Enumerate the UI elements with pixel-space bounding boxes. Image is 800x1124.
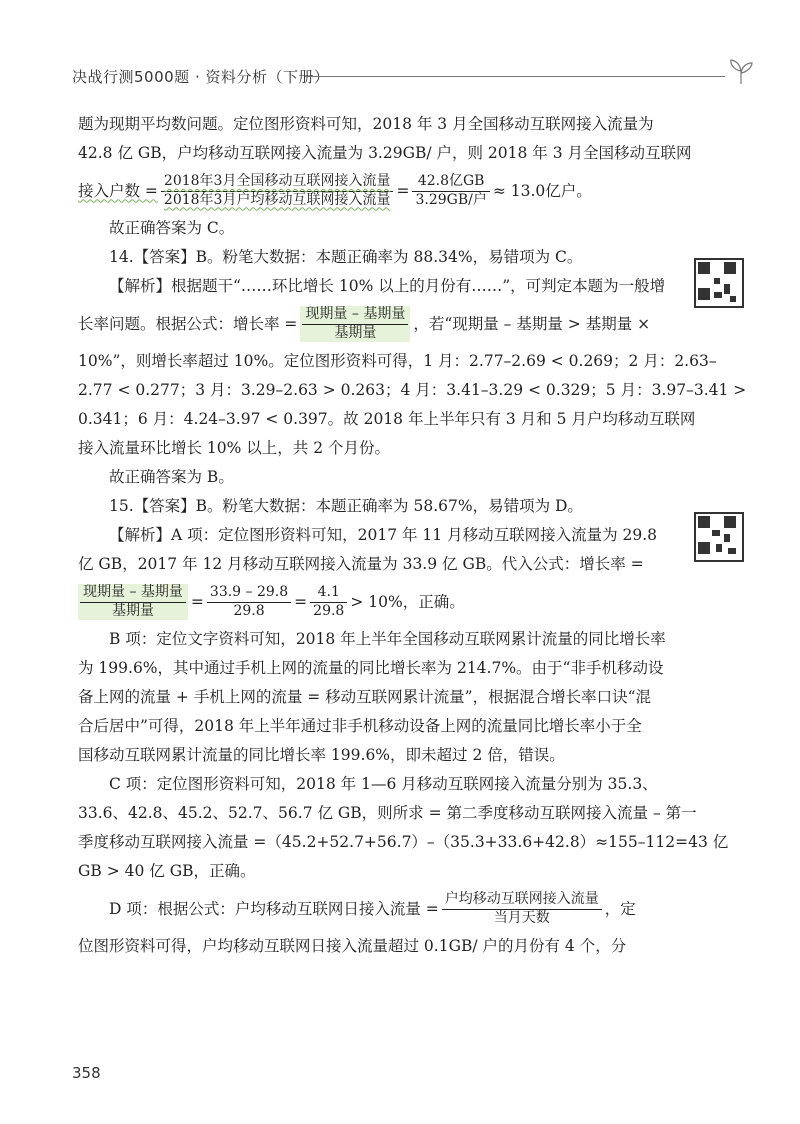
fraction-denominator: 29.8 (233, 602, 265, 619)
sprout-icon (726, 56, 756, 86)
fraction (78, 584, 188, 620)
page-body (78, 110, 747, 961)
formula-label: D 项：根据公式：户均移动互联网日接入流量 = (109, 899, 439, 918)
fraction-denominator: 29.8 (313, 602, 345, 619)
equals-sign: = (294, 592, 308, 611)
text-line: 备上网的流量 + 手机上网的流量 = 移动互联网累计流量”，根据混合增长率口诀“混 (78, 688, 652, 706)
formula-tail: ，定 (604, 899, 636, 918)
equals-sign: = (190, 592, 204, 611)
text-line: GB > 40 亿 GB，正确。 (78, 862, 256, 880)
equals-sign: = (396, 181, 410, 200)
header-rule (305, 76, 725, 77)
fraction (310, 584, 347, 620)
fraction-numerator: 现期量 – 基期量 (302, 306, 408, 325)
text-line: 为 199.6%，其中通过手机上网的流量的同比增长率为 214.7%。由于“非手机移动设 (78, 659, 664, 677)
answer-line: 故正确答案为 C。 (109, 219, 235, 237)
page-header (0, 56, 800, 96)
formula-label: 长率问题。根据公式：增长率 = (78, 314, 298, 333)
answer-header-15: 15.【答案】B。粉笔大数据：本题正确率为 58.67%，易错项为 D。 (109, 497, 583, 515)
fraction (161, 173, 394, 209)
option-b-line: B 项：定位文字资料可知，2018 年上半年全国移动互联网累计流量的同比增长率 (109, 630, 666, 648)
fraction-numerator: 2018年3月全国移动互联网接入流量 (161, 173, 394, 192)
text-line: 0.341；6 月：4.24–3.97 < 0.397。故 2018 年上半年只有 3 月和 5 月户均移动互联网 (78, 410, 696, 428)
analysis-line: 【解析】A 项：定位图形资料可知，2017 年 11 月移动互联网接入流量为 29.8 (109, 526, 658, 544)
formula-line-calc (78, 579, 740, 625)
fraction-denominator: 2018年3月户均移动互联网接入流量 (163, 191, 391, 208)
fraction-denominator: 基期量 (334, 324, 377, 341)
text-line: 位图形资料可得，户均移动互联网日接入流量超过 0.1GB/ 户的月份有 4 个，分 (78, 937, 627, 955)
text-line: 42.8 亿 GB，户均移动互联网接入流量为 3.29GB/ 户，则 2018 年 3 月全国移动互联网 (78, 144, 692, 162)
fraction (207, 584, 291, 620)
fraction-denominator: 3.29GB/户 (415, 191, 487, 208)
text-line: 33.6、42.8、45.2、52.7、56.7 亿 GB，则所求 = 第二季度移动互联网接入流量 – 第一 (78, 804, 697, 822)
page-number: 358 (72, 1064, 101, 1082)
option-c-line: C 项：定位图形资料可知，2018 年 1—6 月移动互联网接入流量分别为 35.3、 (109, 775, 658, 793)
fraction-numerator: 4.1 (310, 584, 347, 603)
text-line: 题为现期平均数问题。定位图形资料可知，2018 年 3 月全国移动互联网接入流量为 (78, 115, 654, 133)
fraction (412, 173, 489, 209)
formula-result: > 10%，正确。 (350, 592, 465, 611)
answer-header-14: 14.【答案】B。粉笔大数据：本题正确率为 88.34%，易错项为 C。 (109, 248, 583, 266)
formula-label: 接入户数 = (78, 181, 158, 200)
formula-tail: ，若“现期量 – 基期量 > 基期量 × (413, 314, 651, 333)
fraction-denominator: 基期量 (111, 602, 154, 619)
fraction-numerator: 现期量 – 基期量 (80, 584, 186, 603)
text-line: 合后居中”可得，2018 年上半年通过非手机移动设备上网的流量同比增长率小于全 (78, 717, 642, 735)
formula-line-households (78, 168, 740, 214)
text-line: 国移动互联网累计流量的同比增长率 199.6%，即未超过 2 倍，错误。 (78, 746, 565, 764)
fraction-denominator: 当月天数 (493, 909, 550, 926)
fraction-numerator: 42.8亿GB (412, 173, 489, 192)
fraction (442, 891, 602, 927)
formula-result: ≈ 13.0亿户。 (492, 181, 592, 200)
fraction-numerator: 33.9 – 29.8 (207, 584, 291, 603)
text-line: 2.77 < 0.277；3 月：3.29–2.63 > 0.263；4 月：3.41–3.29 < 0.329；5 月：3.97–3.41 > (78, 381, 747, 399)
text-line: 亿 GB，2017 年 12 月移动互联网接入流量为 33.9 亿 GB。代入公式：增长率 = (78, 555, 644, 573)
answer-line: 故正确答案为 B。 (109, 468, 234, 486)
formula-line-growth (78, 301, 740, 347)
analysis-line: 【解析】根据题干“……环比增长 10% 以上的月份有……”，可判定本题为一般增 (109, 277, 666, 295)
text-line: 10%”，则增长率超过 10%。定位图形资料可得，1 月：2.77–2.69 < 0.269；2 月：2.63– (78, 352, 717, 370)
text-line: 季度移动互联网接入流量 =（45.2+52.7+56.7）–（35.3+33.6+42.8）≈155–112=43 亿 (78, 833, 729, 851)
fraction (300, 306, 410, 342)
formula-line-daily (78, 886, 740, 932)
text-line: 接入流量环比增长 10% 以上，共 2 个月份。 (78, 439, 391, 457)
fraction-numerator: 户均移动互联网接入流量 (442, 891, 602, 910)
book-title: 决战行测5000题 · 资料分析（下册） (72, 68, 330, 86)
